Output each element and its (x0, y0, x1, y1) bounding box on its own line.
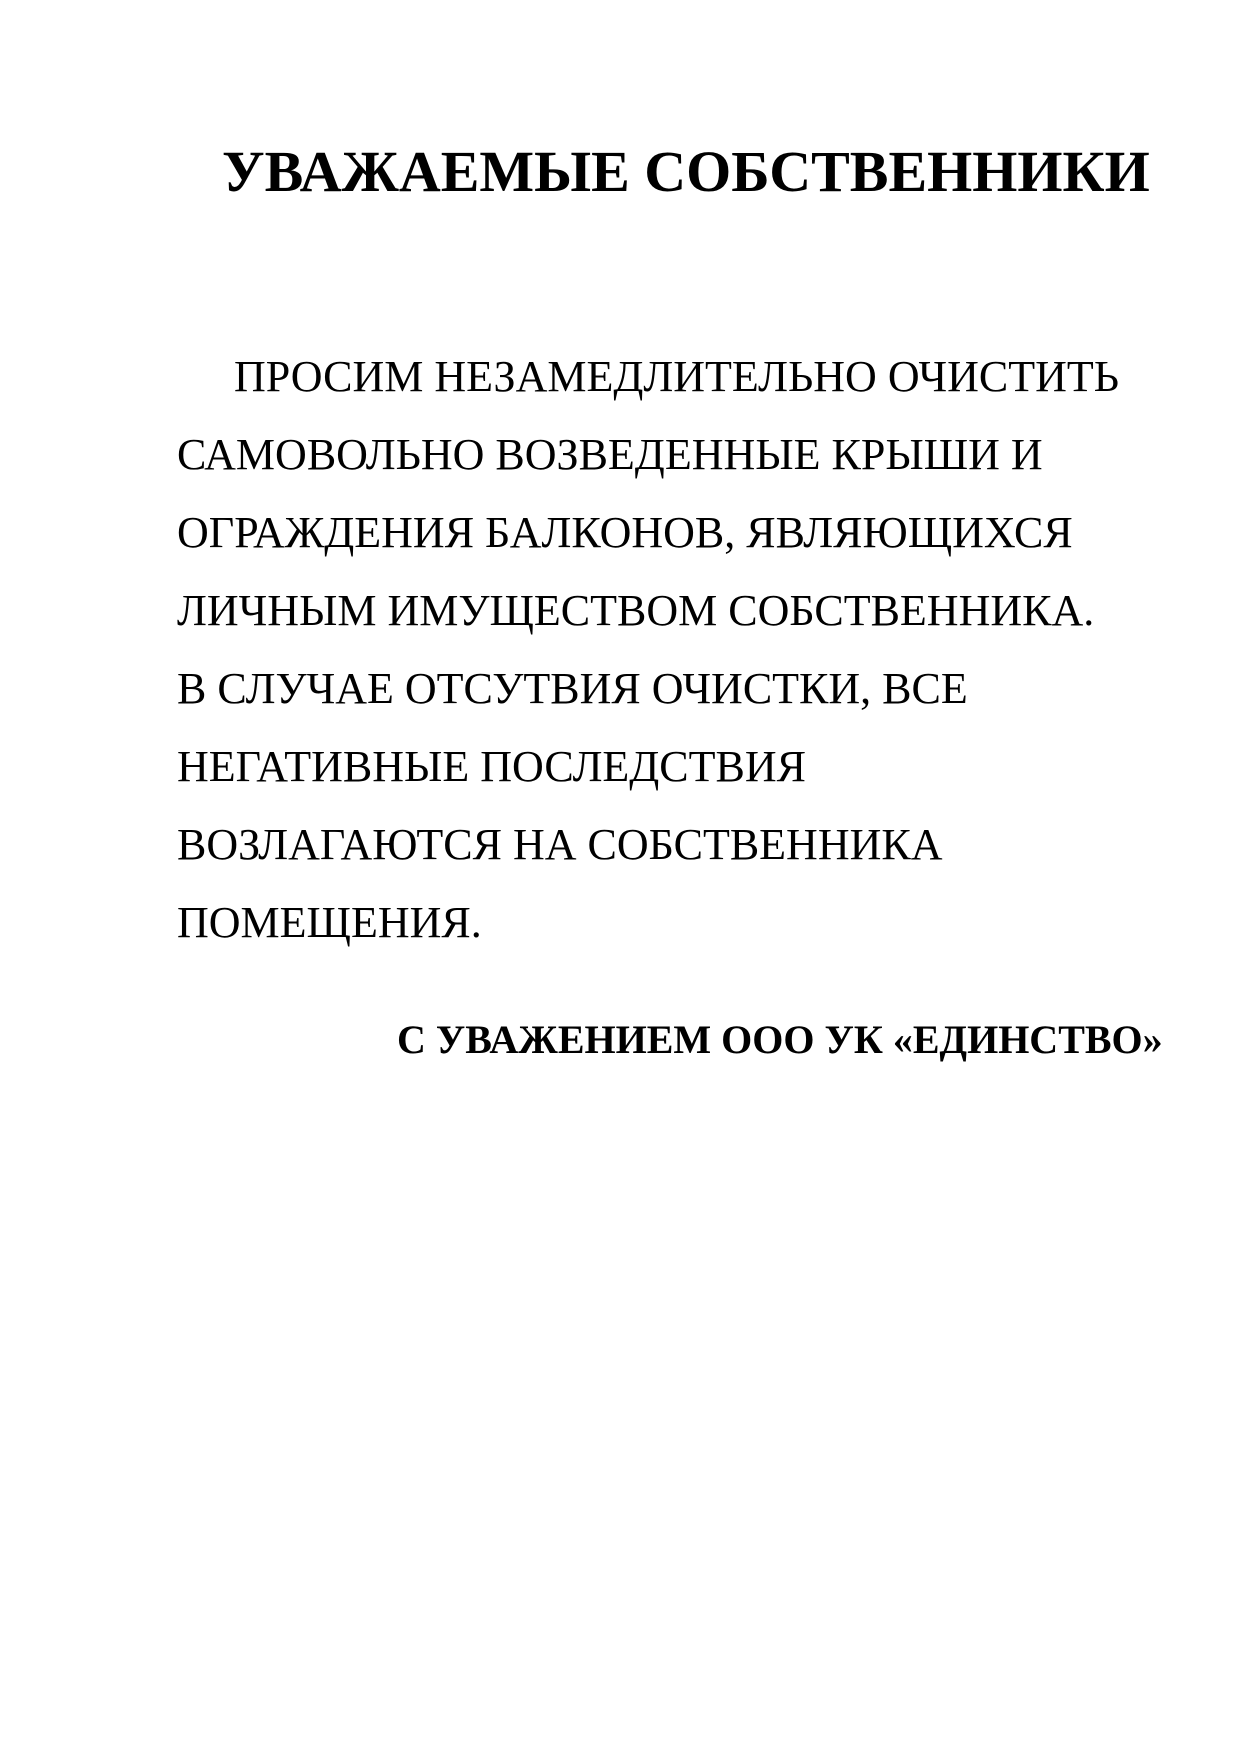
signature: С УВАЖЕНИЕМ ООО УК «ЕДИНСТВО» (397, 1017, 1163, 1062)
notice-line: ВОЗЛАГАЮТСЯ НА СОБСТВЕННИКА (177, 820, 943, 869)
notice-line: В СЛУЧАЕ ОТСУТВИЯ ОЧИСТКИ, ВСЕ (177, 664, 968, 713)
notice-line: ЛИЧНЫМ ИМУЩЕСТВОМ СОБСТВЕННИКА. (177, 586, 1095, 635)
notice-line: ОГРАЖДЕНИЯ БАЛКОНОВ, ЯВЛЯЮЩИХСЯ (177, 508, 1073, 557)
page-title: УВАЖАЕМЫЕ СОБСТВЕННИКИ (222, 139, 1150, 204)
notice-line: НЕГАТИВНЫЕ ПОСЛЕДСТВИЯ (177, 742, 806, 791)
notice-body (177, 338, 1177, 962)
notice-line: ПРОСИМ НЕЗАМЕДЛИТЕЛЬНО ОЧИСТИТЬ (234, 352, 1120, 401)
notice-line: ПОМЕЩЕНИЯ. (177, 898, 482, 947)
notice-line: САМОВОЛЬНО ВОЗВЕДЕННЫЕ КРЫШИ И (177, 430, 1043, 479)
